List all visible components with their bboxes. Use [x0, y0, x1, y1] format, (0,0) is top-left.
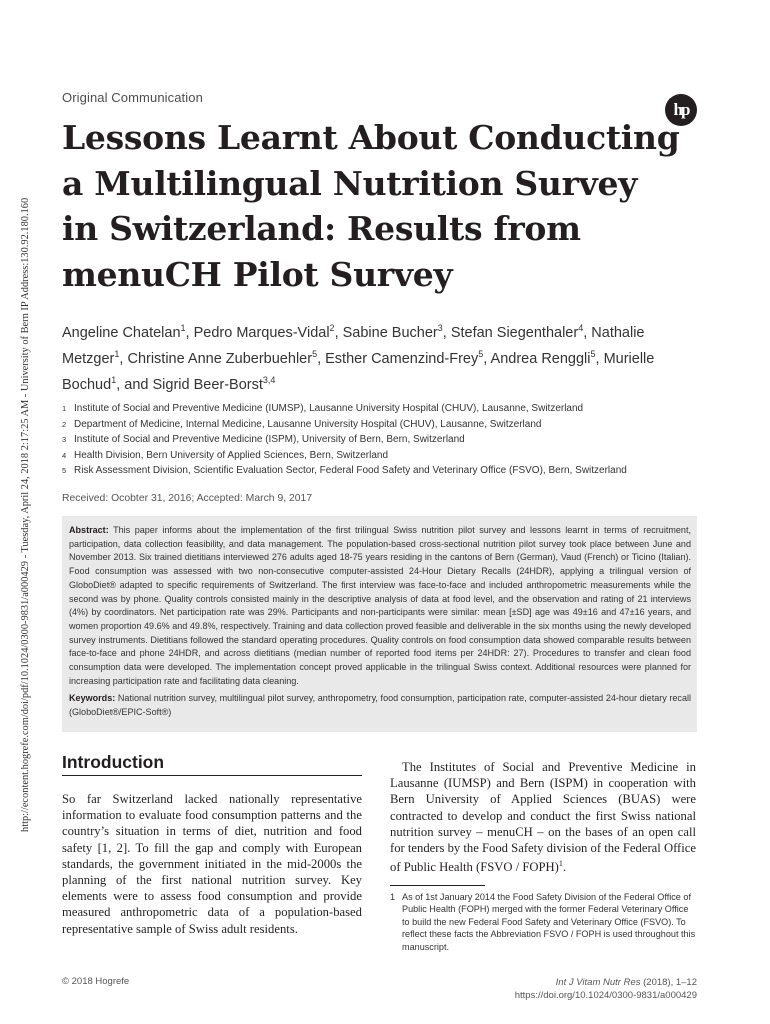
download-info-text: http://econtent.hogrefe.com/doi/pdf/10.1024/0300-9831/a000429 - Tuesday, April 24, 2018 2:17:25 AM - University of Bern IP Address:130.92.180.160: [20, 197, 31, 832]
author-name: Murielle Bochud: [62, 350, 655, 393]
abstract-label: Abstract:: [69, 525, 109, 535]
author-separator: , and: [116, 376, 153, 393]
author-separator: ,: [595, 350, 604, 367]
author-affiliation-marker: 1: [111, 374, 117, 385]
author-separator: ,: [442, 324, 451, 341]
author-name: Sabine Bucher: [342, 324, 438, 341]
author-affiliation-marker: 5: [590, 348, 596, 359]
author-name: Pedro Marques-Vidal: [193, 324, 330, 341]
author-name: Nathalie Metzger: [62, 324, 645, 367]
introduction-heading: Introduction: [62, 751, 362, 776]
footnote: 1 As of 1st January 2014 the Food Safety Division of the Federal Office of Public Health (FOPH) merged with the former Federal Veterinary Office to build the new Federal Food Safety and Veterinary Office (FSVO). To reflect these facts the Abbreviation FSVO / FOPH is used throughout this manuscript.: [390, 892, 696, 952]
affiliation-item: 5 Risk Assessment Division, Scientific Evaluation Sector, Federal Food Safety and Veterinary Office (FSVO), Bern, Switzerland: [62, 465, 627, 476]
doi-link: https://doi.org/10.1024/0300-9831/a000429: [514, 990, 697, 1001]
author-separator: ,: [483, 350, 491, 367]
author-separator: ,: [334, 324, 343, 341]
author-name: Sigrid Beer-Borst: [152, 376, 263, 393]
affiliation-item: 2 Department of Medicine, Internal Medicine, Lausanne University Hospital (CHUV), Lausanne, Switzerland: [62, 418, 542, 430]
intro-paragraph-left: So far Switzerland lacked nationally representative information to evaluate food consumption patterns and the country’s situation in terms of diet, nutrition and food safety [1, 2]. To fill the gap and comply with European standards, the government initiated in the mid-2000s the planning of the first national nutrition survey. Key elements were to assess food consumption and provide measured anthropometric data of a population-based representative sample of Swiss adult residents.: [62, 792, 362, 936]
keywords-paragraph: [69, 692, 691, 719]
journal-volume: (2018), 1–12: [640, 977, 697, 988]
abstract-text: This paper informs about the implementation of the first trilingual Swiss nutrition pilot survey and lessons learnt in terms of recruitment, participation, data collection feasibility, and data management. The population-based cross-sectional nutrition pilot survey took place between June and November 2013. Six trained dietitians interviewed 276 adults aged 18-75 years residing in the cantons of Bern (German), Vaud (French) or Ticino (Italian). Food consumption was assessed with two non-consecutive computer-assisted 24-Hour Dietary Recalls (24HDR), applying a trilingual version of GloboDiet® adapted to specific requirements of Switzerland. The first interview was face-to-face and included anthropometric measurements while the second was by phone. Quality controls consisted mainly in the descriptive analysis of data at food level, and the observation and rating of 21 interviews (4%) by coordinators. Net participation rate was 29%. Participants and non-participants were similar: mean [±SD] age was 49±16 and 47±16 years, and women proportion 49.6% and 49.8%, respectively. Training and data collection proved feasible and deliverable in the six months using the newly developed survey instruments. Dietitians followed the standard operating procedures. Quality controls on food consumption data showed comparable results between face-to-face and phone 24HDR, and across dietitians (median number of reported food items per 24HDR: 27). Procedures to transfer and clean food consumption data were developed. The implementation concept proved applicable in the trilingual Swiss context. Additional resources were planned for increasing participation rate and facilitating data cleaning.: [69, 525, 691, 686]
article-title: Lessons Learnt About Conducting a Multilingual Nutrition Survey in Switzerland: Results from menuCH Pilot Survey: [62, 118, 680, 294]
received-dates: Received: Ocobter 31, 2016; Accepted: March 9, 2017: [62, 493, 313, 504]
affiliation-list: [62, 401, 702, 479]
intro-paragraph-right: The Institutes of Social and Preventive Medicine in Lausanne (IUMSP) and Bern (ISPM) in cooperation with Bern University of Applied Sciences (BUAS) were contracted to develop and conduct the first Swiss national nutrition survey – menuCH – on the bases of an open call for tenders by the Food Safety division of the Federal Office of Public Health (FSVO / FOPH)$^1$.: [390, 760, 696, 875]
author-affiliation-marker: 5: [312, 348, 318, 359]
author-separator: ,: [185, 324, 194, 341]
keywords-label: Keywords:: [69, 693, 116, 704]
author-affiliation-marker: 3,4: [262, 374, 276, 385]
author-name: Angeline Chatelan: [62, 324, 181, 341]
author-separator: ,: [119, 350, 128, 367]
download-info-sidenote: [8, 182, 31, 832]
author-affiliation-marker: 2: [329, 323, 335, 333]
footnote-ref: 1: [558, 859, 563, 869]
author-affiliation-marker: 3: [437, 323, 443, 333]
affiliation-item: 4 Health Division, Bern University of Applied Sciences, Bern, Switzerland: [62, 449, 389, 461]
author-name: Stefan Siegenthaler: [450, 324, 579, 341]
author-name: Andrea Renggli: [490, 350, 591, 367]
affiliation-item: 3 Institute of Social and Preventive Medicine (ISPM), University of Bern, Bern, Switzerland: [62, 434, 465, 445]
journal-name: Int J Vitam Nutr Res: [555, 977, 641, 988]
article-type: Original Communication: [62, 90, 203, 105]
author-affiliation-marker: 1: [180, 323, 186, 333]
hogrefe-logo: hp: [665, 94, 697, 126]
copyright-notice: © 2018 Hogrefe: [62, 976, 130, 987]
footnote-rule: [390, 885, 485, 886]
keywords-text: National nutrition survey, multilingual pilot survey, anthropometry, food consumption, participation rate, computer-assisted 24-hour dietary recall (GloboDiet®/EPIC-Soft®): [69, 693, 691, 718]
author-affiliation-marker: 4: [578, 323, 584, 333]
author-list: [62, 318, 702, 395]
author-affiliation-marker: 5: [478, 348, 484, 359]
affiliation-item: 1 Institute of Social and Preventive Medicine (IUMSP), Lausanne University Hospital (CHUV), Lausanne, Switzerland: [62, 403, 584, 414]
author-name: Christine Anne Zuberbuehler: [127, 350, 313, 367]
journal-citation: [515, 976, 697, 1002]
author-separator: ,: [583, 324, 592, 341]
author-affiliation-marker: 1: [114, 348, 120, 359]
abstract-box: [62, 516, 697, 732]
abstract-paragraph: [69, 524, 691, 688]
author-separator: ,: [317, 350, 326, 367]
author-name: Esther Camenzind-Frey: [325, 350, 479, 367]
